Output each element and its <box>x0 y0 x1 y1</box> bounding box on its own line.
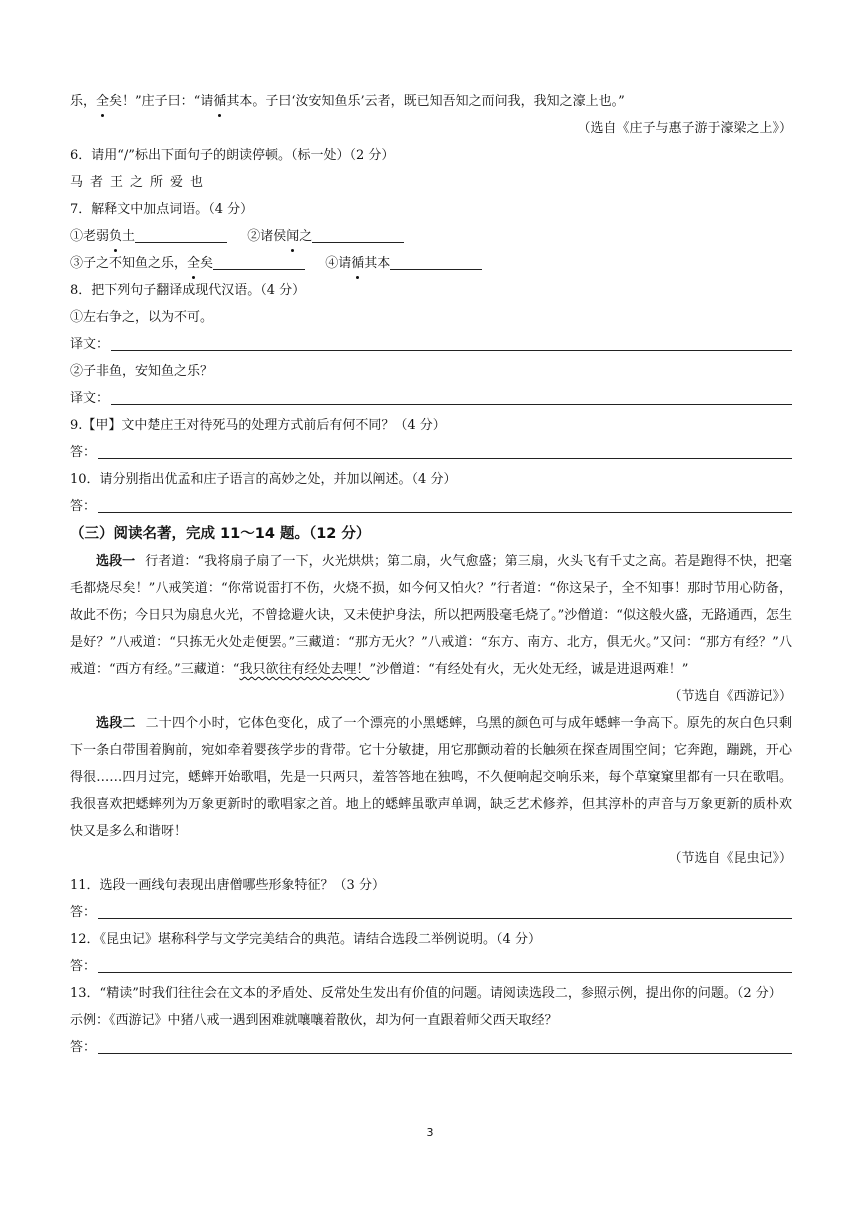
question-8-sentence-2: ②子非鱼，安知鱼之乐？ <box>70 364 214 379</box>
underlined-sentence: 我只欲往有经处去哩！ <box>239 662 370 677</box>
answer-rule <box>98 917 792 919</box>
question-7-stem: 7．解释文中加点词语。（4 分） <box>70 202 254 217</box>
answer-blank[interactable] <box>390 255 482 270</box>
answer-line[interactable]: 答： <box>70 1034 792 1061</box>
passage-ending: 乐，全矣！”庄子曰：“请循其本。子曰‘汝安知鱼乐’云者，既已知吾知之而问我，我知之濠上也。” <box>70 88 792 115</box>
excerpt-1-source: （节选自《西游记》） <box>668 689 792 704</box>
page-number: 3 <box>426 1126 434 1139</box>
translation-answer-line[interactable]: 译文： <box>70 385 792 412</box>
answer-rule <box>111 349 792 351</box>
exam-page <box>70 88 792 1061</box>
question-7-row-1: ①老弱负土 ②诸侯闻之 <box>70 223 792 250</box>
passage-source: （选自《庄子与惠子游于濠梁之上》） <box>577 121 792 136</box>
section-3-title: （三）阅读名著，完成 11～14 题。（12 分） <box>70 526 371 542</box>
translation-answer-line[interactable]: 译文： <box>70 331 792 358</box>
answer-line[interactable]: 答： <box>70 899 792 926</box>
answer-rule <box>98 971 792 973</box>
answer-rule <box>98 1052 792 1054</box>
question-9-stem: 9.【甲】文中楚庄王对待死马的处理方式前后有何不同？（4 分） <box>70 418 446 433</box>
answer-line[interactable]: 答： <box>70 493 792 520</box>
excerpt-2: 选段二 二十四个小时，它体色变化，成了一个漂亮的小黑蟋蟀，乌黑的颜色可与成年蟋蟀一争高下。原先的灰白色只剩下一条白带围着胸前，宛如牵着婴孩学步的背带。它十分敏捷，用它那颤动着的长触须在探查周围空间；它奔跑，蹦跳，开心得很……四月过完，蟋蟀开始歌唱，先是一只两只，羞答答地在独鸣，不久便响起交响乐来，每个草窠窠里都有一只在歌唱。我很喜欢把蟋蟀列为万象更新时的歌唱家之首。地上的蟋蟀虽歌声单调，缺乏艺术修养，但其淳朴的声音与万象更新的质朴欢快又是多么和谐呀！ <box>70 716 792 839</box>
answer-blank[interactable] <box>213 255 305 270</box>
excerpt-2-source: （节选自《昆虫记》） <box>668 851 792 866</box>
question-11-stem: 11．选段一画线句表现出唐僧哪些形象特征？（3 分） <box>70 878 385 893</box>
dotted-char: 全 <box>96 88 109 115</box>
answer-blank[interactable] <box>312 228 404 243</box>
question-6-stem: 6．请用“/”标出下面句子的朗读停顿。（标一处）（2 分） <box>70 148 395 163</box>
question-8-sentence-1: ①左右争之，以为不可。 <box>70 310 214 325</box>
excerpt-1: 选段一 行者道：“我将扇子扇了一下，火光烘烘；第二扇，火气愈盛；第三扇，火头飞有千丈之高。若是跑得不快，把毫毛都烧尽矣！”八戒笑道：“你常说雷打不伤，火烧不损，如今何又怕火？”行者道：“你这呆子，全不知事！那时节用心防备，故此不伤；今日只为扇息火光，不曾捻避火诀，又未使护身法，所以把两股毫毛烧了。”沙僧道：“似这般火盛，无路通西，怎生是好？”八戒道：“只拣无火处走便罢。”三藏道：“那方无火？”八戒道：“东方、南方、北方，俱无火。”又问：“那方有经？”八戒道：“西方有经。”三藏道：“我只欲往有经处去哩！”沙僧道：“有经处有火，无火处无经，诚是进退两难！” <box>70 554 792 677</box>
dotted-char: 负 <box>109 223 122 250</box>
dotted-char: 循 <box>351 250 364 277</box>
dotted-char: 闻 <box>286 223 299 250</box>
question-7-row-2: ③子之不知鱼之乐，全矣 ④请循其本 <box>70 250 792 277</box>
dotted-char: 循 <box>213 88 226 115</box>
answer-line[interactable]: 答： <box>70 439 792 466</box>
answer-blank[interactable] <box>135 228 227 243</box>
answer-rule <box>98 457 792 459</box>
question-12-stem: 12．《昆虫记》堪称科学与文学完美结合的典范。请结合选段二举例说明。（4 分） <box>70 932 541 947</box>
question-13-stem: 13．“精读”时我们往往会在文本的矛盾处、反常处生发出有价值的问题。请阅读选段二，参照示例，提出你的问题。（2 分） <box>70 986 782 1001</box>
answer-rule <box>111 403 792 405</box>
answer-rule <box>98 511 792 513</box>
dotted-char: 全 <box>187 250 200 277</box>
answer-line[interactable]: 答： <box>70 953 792 980</box>
question-13-example: 示例：《西游记》中猪八戒一遇到困难就嚷嚷着散伙，却为何一直跟着师父西天取经？ <box>70 1013 558 1028</box>
question-10-stem: 10．请分别指出优孟和庄子语言的高妙之处，并加以阐述。（4 分） <box>70 472 457 487</box>
question-8-stem: 8．把下列句子翻译成现代汉语。（4 分） <box>70 283 306 298</box>
question-6-sentence: 马者王之所爱也 <box>70 175 211 190</box>
